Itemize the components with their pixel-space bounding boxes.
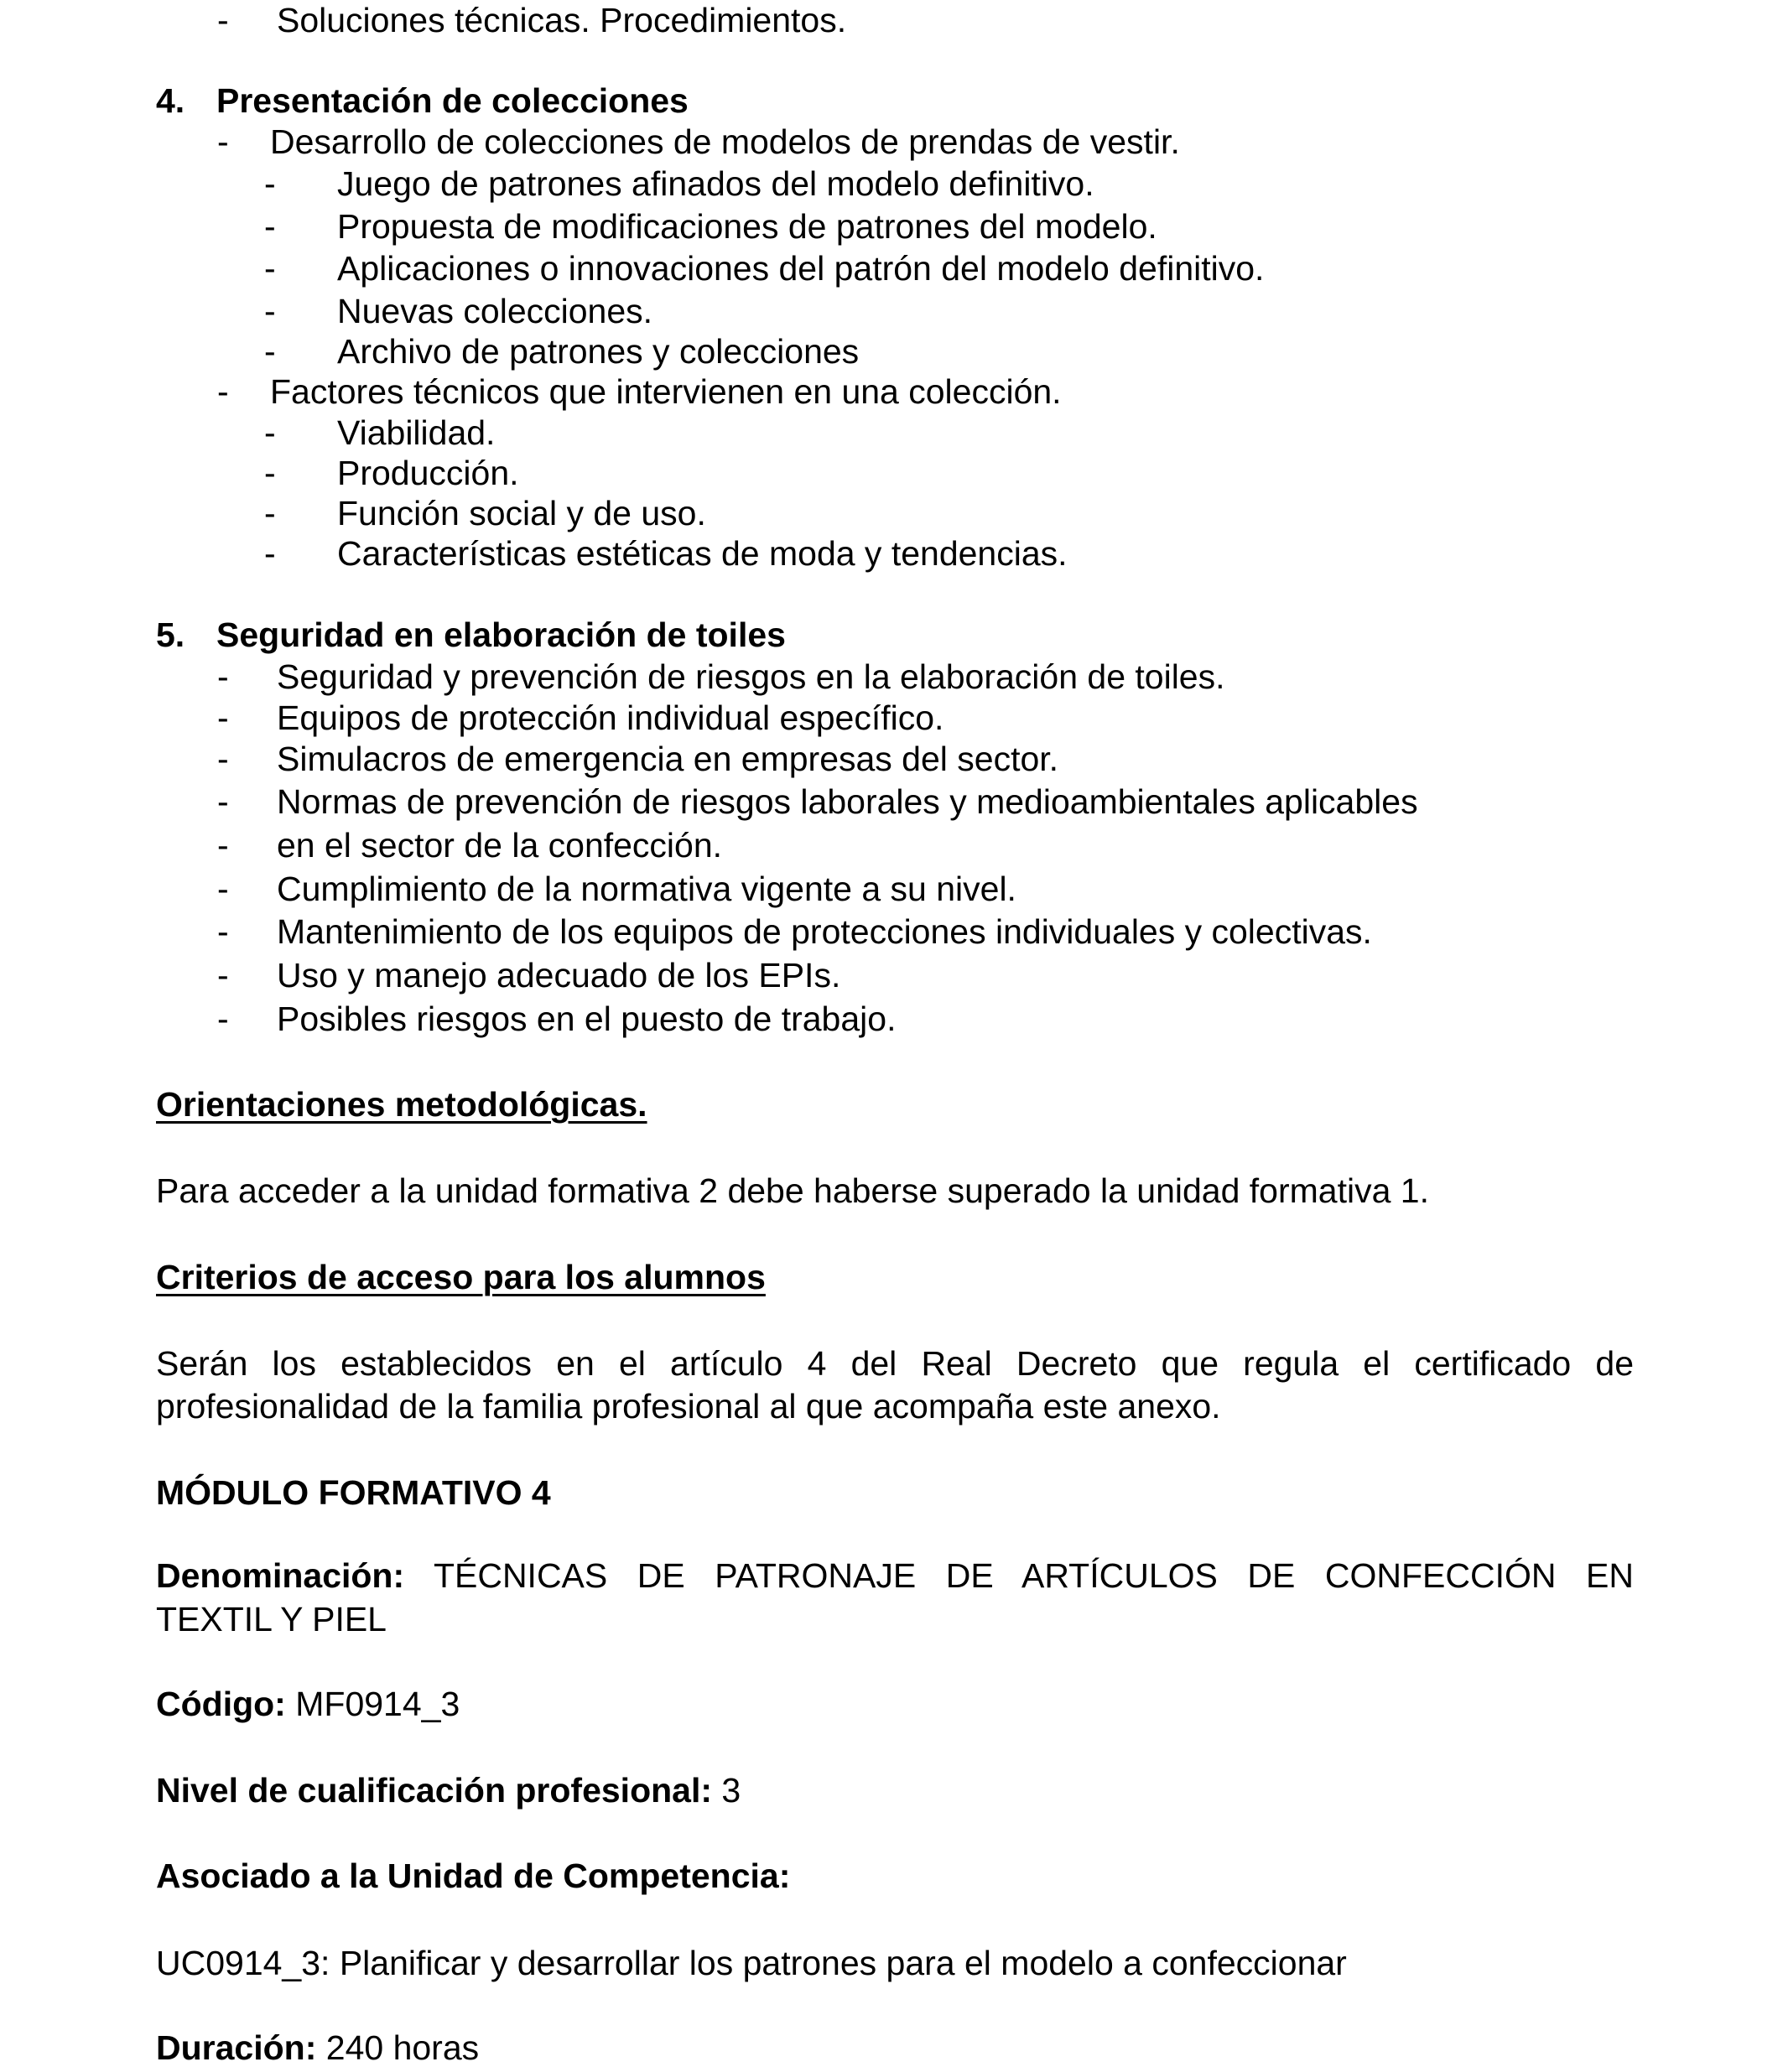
section-title: Presentación de colecciones — [216, 81, 689, 120]
criterios-heading: Criterios de acceso para los alumnos — [156, 1258, 766, 1296]
bullet-dash: - — [264, 454, 276, 492]
bullet-dash: - — [264, 332, 276, 371]
list-item: Juego de patrones afinados del modelo definitivo. — [337, 164, 1094, 203]
asociado-heading: Asociado a la Unidad de Competencia: — [156, 1856, 791, 1895]
bullet-dash: - — [217, 698, 229, 737]
bullet-dash: - — [217, 782, 229, 821]
list-item: Propuesta de modificaciones de patrones del modelo. — [337, 207, 1157, 246]
bullet-dash: - — [217, 122, 229, 161]
bullet-dash: - — [217, 912, 229, 951]
list-group-heading: Factores técnicos que intervienen en una colección. — [270, 372, 1062, 411]
list-item: Archivo de patrones y colecciones — [337, 332, 860, 371]
denominacion-line2: TEXTIL Y PIEL — [156, 1600, 387, 1638]
bullet-dash: - — [217, 740, 229, 778]
duracion-label: Duración: — [156, 2028, 317, 2067]
module-heading: MÓDULO FORMATIVO 4 — [156, 1473, 551, 1512]
list-group-heading: Desarrollo de colecciones de modelos de prendas de vestir. — [270, 122, 1180, 161]
list-item: Aplicaciones o innovaciones del patrón del modelo definitivo. — [337, 249, 1265, 288]
nivel-row — [156, 1770, 741, 1810]
codigo-label: Código: — [156, 1685, 286, 1723]
bullet-dash: - — [264, 249, 276, 288]
nivel-value: 3 — [721, 1771, 741, 1810]
criterios-text-line1 — [156, 1343, 1634, 1384]
orientaciones-heading: Orientaciones metodológicas. — [156, 1085, 647, 1124]
list-item: en el sector de la confección. — [277, 826, 723, 865]
bullet-dash: - — [217, 372, 229, 411]
list-item: Equipos de protección individual específico. — [277, 698, 944, 737]
list-item: Producción. — [337, 454, 519, 492]
bullet-dash: - — [264, 494, 276, 532]
bullet-dash: - — [217, 1, 229, 39]
list-item: Cumplimiento de la normativa vigente a su nivel. — [277, 870, 1016, 908]
section-number: 4. — [156, 81, 185, 120]
list-item: Mantenimiento de los equipos de protecciones individuales y colectivas. — [277, 912, 1372, 951]
bullet-dash: - — [217, 870, 229, 908]
list-item: Simulacros de emergencia en empresas del sector. — [277, 740, 1059, 778]
nivel-label: Nivel de cualificación profesional: — [156, 1771, 713, 1810]
list-item: Función social y de uso. — [337, 494, 706, 532]
denominacion-label: Denominación: — [156, 1556, 405, 1595]
list-item: Características estéticas de moda y tendencias. — [337, 534, 1068, 573]
bullet-dash: - — [217, 657, 229, 696]
criterios-text-line2: profesionalidad de la familia profesional al que acompaña este anexo. — [156, 1387, 1221, 1425]
list-item: Normas de prevención de riesgos laborales y medioambientales aplicables — [277, 782, 1418, 821]
bullet-dash: - — [217, 1000, 229, 1038]
codigo-row — [156, 1684, 460, 1724]
bullet-dash: - — [264, 413, 276, 452]
denominacion-line1 — [156, 1555, 1634, 1596]
bullet-dash: - — [264, 164, 276, 203]
codigo-value: MF0914_3 — [295, 1685, 460, 1723]
bullet-dash: - — [264, 534, 276, 573]
list-item: Posibles riesgos en el puesto de trabajo. — [277, 1000, 897, 1038]
list-item: Soluciones técnicas. Procedimientos. — [277, 1, 847, 39]
uc-text: UC0914_3: Planificar y desarrollar los patrones para el modelo a confeccionar — [156, 1944, 1347, 1982]
bullet-dash: - — [264, 207, 276, 246]
duracion-row — [156, 2028, 479, 2068]
section-number: 5. — [156, 615, 185, 654]
bullet-dash: - — [217, 826, 229, 865]
list-item: Viabilidad. — [337, 413, 496, 452]
orientaciones-text: Para acceder a la unidad formativa 2 debe haberse superado la unidad formativa 1. — [156, 1171, 1429, 1210]
list-item: Seguridad y prevención de riesgos en la elaboración de toiles. — [277, 657, 1225, 696]
criterios-line1-text: Serán los establecidos en el artículo 4 del Real Decreto que regula el certificado de — [156, 1344, 1634, 1383]
denominacion-value: TÉCNICAS DE PATRONAJE DE ARTÍCULOS DE CONFECCIÓN EN — [433, 1556, 1634, 1595]
list-item: Uso y manejo adecuado de los EPIs. — [277, 956, 841, 994]
section-title: Seguridad en elaboración de toiles — [216, 615, 786, 654]
list-item: Nuevas colecciones. — [337, 292, 653, 330]
duracion-value: 240 horas — [325, 2028, 480, 2067]
bullet-dash: - — [264, 292, 276, 330]
bullet-dash: - — [217, 956, 229, 994]
